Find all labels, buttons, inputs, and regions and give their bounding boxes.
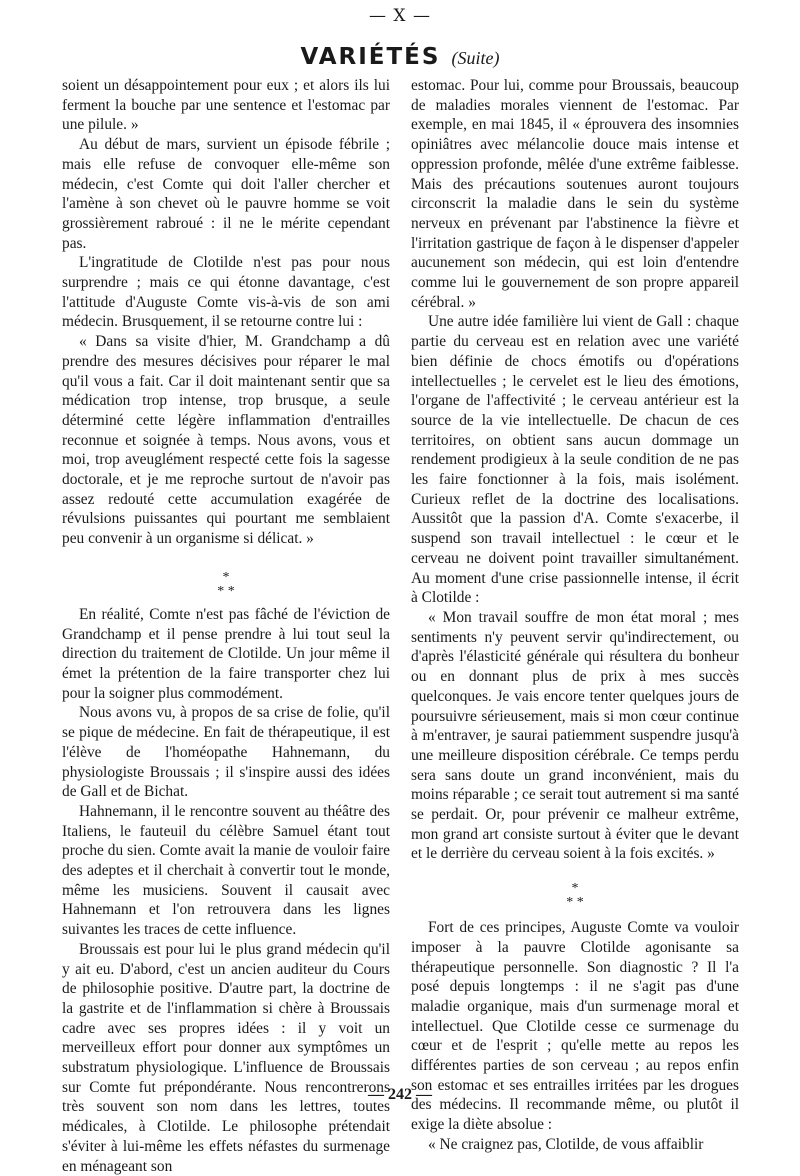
section-separator (62, 549, 390, 599)
separator-star-right: * (227, 583, 235, 599)
separator-star-top: * (571, 881, 579, 897)
separator-star-top: * (222, 569, 230, 585)
roman-page-number: — X — (369, 6, 431, 26)
quote-paragraph: « Dans sa visite d'hier, M. Grandchamp a dû prendre des mesures décisives pour réparer le mal qu'il vous a fait. Car il doit maintenant sentir que sa médication trop intense, trop brusque, a seule déterminé cette légère inflammation d'entrailles reconnue et soignée à temps. Nous avons, vous et moi, trop aveuglément respecté cette fois la sagesse doctorale, et je me reproche surtout de n'avoir pas assez redouté cette accumulation exagérée de révulsions puissantes qui pourtant me semblaient peu convenir à un organisme si délicat. » (62, 333, 390, 548)
section-title: VARIÉTÉS (300, 44, 441, 70)
paragraph: Une autre idée familière lui vient de Gall : chaque partie du cerveau est en relation avec une variété bien définie de chocs émotifs ou d'opérations intellectuelles ; le cervelet est le lieu des émotions, l'organe de l'affectivité ; le cerveau antérieur est la source de la vie intellectuelle. De chacun de ces territoires, on obtient sans aucun dommage un rendement prodigieux à la seule condition de ne pas les faire fonctionner à la fois, mais isolément. Curieux reflet de la doctrine des localisations. Aussitôt que la passion d'A. Comte s'exacerbe, il suspend son travail intellectuel : le cœur et le cerveau ne doivent point travailler simultanément. Au moment d'une crise passionnelle intense, il écrit à Clotilde : (411, 313, 739, 607)
footer-page-number: — 242 — (368, 1086, 432, 1103)
paragraph: soient un désappointement pour eux ; et alors ils lui ferment la bouche par une sentence et l'estomac par une pilule. » (62, 77, 390, 134)
page-header (0, 44, 800, 70)
section-separator (411, 864, 739, 911)
paragraph: Au début de mars, survient un épisode fébrile ; mais elle refuse de convoquer elle-même son médecin, c'est Comte qui doit l'aller chercher et l'amène à son chevet où le pauvre homme se voit grossièrement rabroué : il ne le mérite cependant pas. (62, 136, 390, 252)
paragraph: Hahnemann, il le rencontre souvent au théâtre des Italiens, le fauteuil du célèbre Samuel étant tout proche du sien. Comte avait la manie de vouloir faire des adeptes et il cherchait à convertir tout le monde, même les musiciens. Souvent il causait avec Hahnemann et l'on retrouvera dans les lignes suivantes les traces de cette influence. (62, 802, 390, 939)
left-column (62, 76, 390, 1176)
right-column (411, 76, 739, 1155)
paragraph: L'ingratitude de Clotilde n'est pas pour nous surprendre ; mais ce qui étonne davantage, c'est l'attitude d'Auguste Comte vis-à-vis de son ami médecin. Brusquement, il se retourne contre lui : (62, 254, 390, 331)
paragraph: En réalité, Comte n'est pas fâché de l'éviction de Grandchamp et il pense prendre à lui tout seul la direction du traitement de Clotilde. Un jour même il émet la prétention de la faire transporter chez lui pour la soigner plus commodément. (62, 605, 390, 702)
separator-star-left: * (566, 895, 574, 911)
separator-star-left: * (217, 583, 225, 599)
quote-paragraph: « Ne craignez pas, Clotilde, de vous affaiblir (428, 1135, 704, 1153)
paragraph: Nous avons vu, à propos de sa crise de folie, qu'il se pique de médecine. En fait de thérapeutique, il est l'élève de l'homéopathe Hahnemann, du physiologiste Broussais ; il s'inspire aussi des idées de Gall et de Bichat. (62, 704, 390, 801)
paragraph: Broussais est pour lui le plus grand médecin qu'il y ait eu. D'abord, c'est un ancien auditeur du Cours de philosophie positive. D'autre part, la doctrine de la gastrite et de l'inflammation si chère à Broussais cadre avec ses propres idées : il y voit un merveilleux effort pour donner aux symptômes un substratum physiologique. L'influence de Broussais sur Comte fut prépondérante. Nous rencontrerons très souvent son nom dans les lettres, toutes médicales, à Clotilde. Le philosophe prétendait s'éviter à lui-même les effets néfastes du surmenage en ménageant son (62, 940, 390, 1175)
separator-star-right: * (576, 895, 584, 911)
paragraph: Fort de ces principes, Auguste Comte va vouloir imposer à la pauvre Clotilde agonisante sa thérapeutique personnelle. Son diagnostic ? Il l'a posé depuis longtemps : il ne s'agit pas d'une maladie organique, mais d'un surmenage moral et intellectuel. Que Clotilde cesse ce surmenage du cœur et de l'esprit ; qu'elle mette au repos les différentes parties de son cerveau ; au repos enfin son estomac et ses entrailles irritées par les drogues des médecins. Il recommande même, ou plutôt il exige la diète absolue : (411, 919, 739, 1134)
paragraph: estomac. Pour lui, comme pour Broussais, beaucoup de maladies morales viennent de l'estomac. Par exemple, en mai 1845, il « éprouvera des insomnies opiniâtres avec mélancolie douce mais intense et oppression profonde, mêlée d'une extrême faiblesse. Mais des précautions soutenues auront toujours circonscrit la maladie dans le sein du système nerveux en prévenant par l'abstinence la fièvre et l'irritation gastrique de façon à le dispenser d'appeler aucunement son médecin, qui est loin d'entendre comme lui le gouvernement de son propre appareil cérébral. » (411, 77, 739, 311)
quote-paragraph: « Mon travail souffre de mon état moral ; mes sentiments n'y peuvent servir qu'indirectement, ou d'après l'élasticité générale qui résultera du bonheur ou en donnant plus de prix à mes succès quelconques. Je vais encore tenter quelques jours de poursuivre sérieusement, mais si mon cœur continue à m'entraver, je saurai patiemment suspendre jusqu'à une meilleure disposition cérébrale. Ce temps perdu sera sans doute un grand inconvénient, mais du moins réparable ; ce serait tout autrement si ma santé se perdait. Or, pour prévenir ce malheur extrême, mon grand art consiste surtout à éviter que le devant et le derrière du cerveau soient à la fois excités. » (411, 608, 739, 863)
section-subtitle: (Suite) (451, 48, 500, 68)
